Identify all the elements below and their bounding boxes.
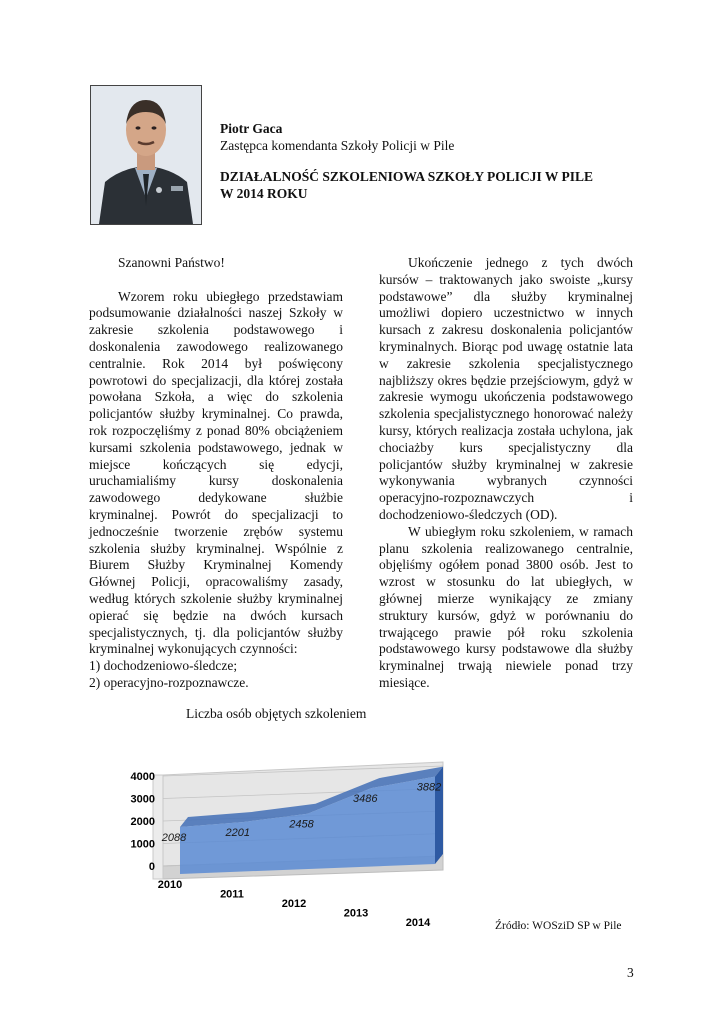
article-title-line-2: W 2014 ROKU [220,186,308,201]
y-tick-label: 0 [148,861,155,873]
data-label: 2458 [289,818,314,831]
x-tick-label: 2011 [220,888,244,901]
article-title [220,168,640,202]
y-tick-label: 1000 [130,838,155,851]
chart-source: Źródło: WOSziD SP w Pile [495,920,622,932]
author-name: Piotr Gaca [220,121,283,136]
chart-y-axis [131,771,155,873]
left-paragraph: Wzorem roku ubiegłego przedstawiam podsumowanie działalności naszej Szkoły w zakresie szkolenia podstawowego i doskonalenia zawodowego realizowanego centralnie. Rok 2014 był poświęcony powrotowi do specjalizacji, dla której została powołana Szkoła, a więc do szkolenia policjantów służby kryminalnej. Co prawda, rok rozpoczęliśmy z ponad 80% obciążeniem kursami szkolenia podstawowego, jednak w miejsce kończących się edycji, uruchamialiśmy kursy doskonalenia zawodowego dedykowane służbie kryminalnej. Powrót do specjalizacji to jednocześnie tworzenie zrębów systemu szkolenia służby kryminalnej. Wspólnie z Biurem Służby Kryminalnej Komendy Głównej Policji, opracowaliśmy zasady, według których szkolenie służby kryminalnej opierać się będzie na dwóch kursach specjalistycznych, tj. dla policjantów służby kryminalnej wykonujących czynności: [89,288,343,657]
author-position: Zastępca komendanta Szkoły Policji w Pile [220,138,455,153]
area-chart [118,748,478,938]
author-photo [90,85,202,225]
x-tick-label: 2014 [405,917,431,929]
list-item-2: 2) operacyjno-rozpoznawcze. [89,674,249,690]
y-tick-label: 4000 [130,771,155,783]
left-column [89,255,343,692]
chart-title: Liczba osób objętych szkoleniem [186,706,367,721]
article-title-line-1: DZIAŁALNOŚĆ SZKOLENIOWA SZKOŁY POLICJI W PILE [220,169,593,184]
article-header [220,120,640,202]
y-tick-label: 3000 [130,793,155,806]
data-label: 2088 [161,832,187,845]
x-tick-label: 2010 [157,879,183,891]
x-tick-label: 2013 [343,907,369,920]
right-paragraph-2: W ubiegłym roku szkoleniem, w ramach planu szkolenia realizowanego centralnie, objęliśmy ogółem ponad 3800 osób. Jest to wzrost w stosunku do lat ubiegłych, w głównej mierze wynikający ze zmiany struktury kursów, gdyż w porównaniu do trwającego prawie pół roku szkolenia podstawowego kursy podstawowe dla służby kryminalnej trwają niewiele ponad trzy miesiące. [379,523,633,690]
y-tick-label: 2000 [130,816,155,828]
chart-x-axis [158,879,431,929]
right-paragraph-1: Ukończenie jednego z tych dwóch kursów – traktowanych jako swoiste „kursy podstawowe” dla służby kryminalnej umożliwi dopiero uczestnictwo w innych kursach z zakresu doskonalenia policjantów kryminalnych. Biorąc pod uwagę ostatnie lata w zakresie szkolenia specjalistycznego najbliższy okres będzie przejściowym, gdyż w zakresie wymogu ukończenia podstawowego szkolenia specjalistycznego honorować należy kursy, których realizacja została uchylona, jak chociażby kurs specjalistyczny dla policjantów służby kryminalnej w zakresie wykonywania wybranych czynności operacyjno-rozpoznawczych i dochodzeniowo-śledczych (OD). [379,255,633,522]
greeting: Szanowni Państwo! [118,255,225,270]
page-number: 3 [627,965,634,980]
data-label: 3486 [353,793,378,806]
portrait-icon [91,86,201,224]
data-label: 2201 [225,826,250,839]
right-column [379,255,633,692]
list-item-1: 1) dochodzeniowo-śledcze; [89,658,238,674]
data-label: 3882 [416,781,442,794]
x-tick-label: 2012 [281,898,307,910]
